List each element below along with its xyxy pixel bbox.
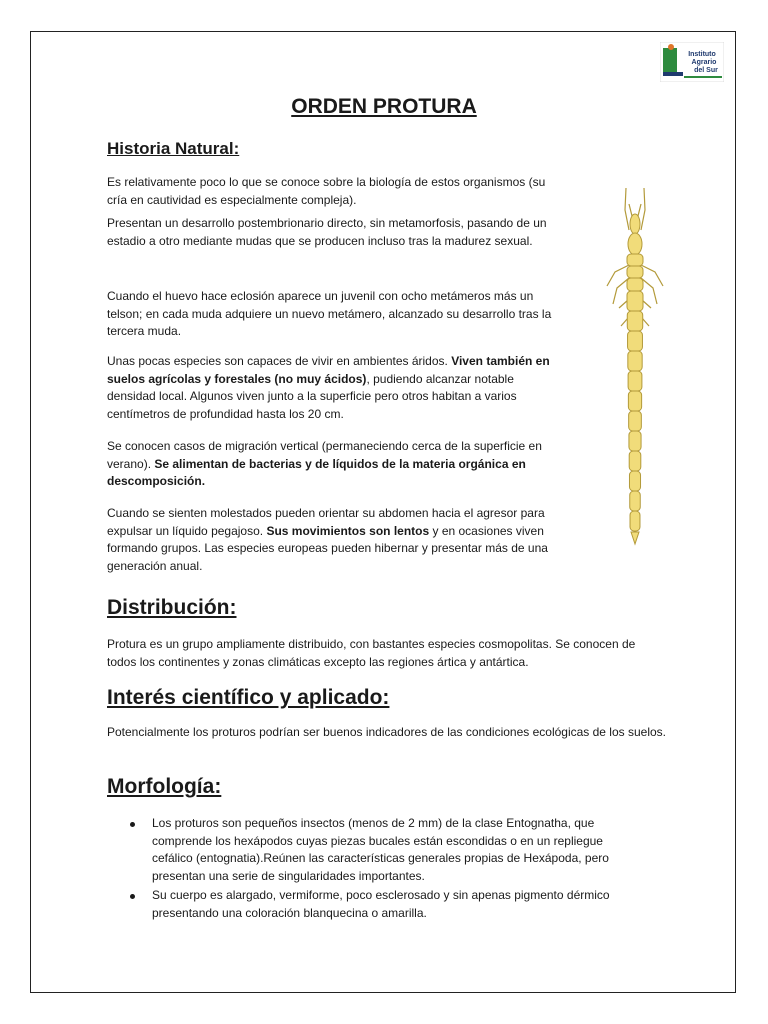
insect-abdomen-segment bbox=[629, 431, 641, 451]
insect-abdomen-segment bbox=[629, 451, 641, 471]
insect-abdomen-segment bbox=[628, 371, 642, 391]
list-item bbox=[126, 887, 646, 922]
logo-green-block bbox=[663, 48, 677, 72]
list-item bbox=[126, 815, 646, 885]
historia-p6-part-a: Cuando se sienten molestados pueden orientar su abdomen hacia el agresor para expulsar un líquido pegajoso. bbox=[107, 506, 545, 538]
morfologia-list bbox=[126, 815, 646, 924]
historia-p4-part-c: , pudiendo alcanzar notable densidad local. Algunos viven junto a la superficie pero otros habitan a varios centímetros de profundidad hasta los 20 cm. bbox=[107, 371, 517, 421]
historia-p4-part-a: Unas pocas especies son capaces de vivir en ambientes áridos. bbox=[107, 354, 452, 368]
interes-paragraph: Potencialmente los proturos podrían ser buenos indicadores de las condiciones ecológicas de los suelos. bbox=[107, 725, 667, 739]
historia-p5-part-a: Se conocen casos de migración vertical (permaneciendo cerca de la superficie en verano). bbox=[107, 439, 542, 471]
logo-underline bbox=[684, 76, 722, 78]
distribucion-paragraph: Protura es un grupo ampliamente distribuido, con bastantes especies cosmopolitas. Se conocen de todos los continentes y zonas climáticas excepto las regiones ártica y antártica. bbox=[107, 637, 636, 669]
historia-paragraph-4 bbox=[107, 353, 557, 423]
morfologia-item-2: Su cuerpo es alargado, vermiforme, poco esclerosado y sin apenas pigmento dérmico presentando una coloración blanquecina o amarilla. bbox=[152, 888, 610, 920]
historia-paragraph-5 bbox=[107, 438, 557, 491]
distribucion-heading: Distribución: bbox=[107, 596, 237, 619]
historia-paragraph-2: Presentan un desarrollo postembrionario directo, sin metamorfosis, pasando de un estadio a otro mediante mudas que se producen incluso tras la madurez sexual. bbox=[107, 216, 547, 248]
insect-abdomen-segment bbox=[628, 351, 642, 371]
logo-navy-bar bbox=[663, 72, 683, 76]
morfologia-heading: Morfología: bbox=[107, 775, 222, 798]
logo-line-3: del Sur bbox=[694, 67, 718, 74]
historia-paragraph-1: Es relativamente poco lo que se conoce sobre la biología de estos organismos (su cría en cautividad es especialmente compleja). bbox=[107, 175, 546, 207]
logo-orange-dot bbox=[668, 44, 674, 50]
insect-abdomen-segment bbox=[629, 471, 640, 491]
morfologia-item-1: Los proturos son pequeños insectos (menos de 2 mm) de la clase Entognatha, que comprende los hexápodos cuyas piezas bucales están escondidas o en un repliegue cefálico (entognatia).Reúnen las características generales propias de Hexápoda, pero presentan una serie de singularidades importantes. bbox=[152, 816, 609, 883]
insect-abdomen-segment bbox=[628, 331, 643, 351]
insect-abdomen-segment bbox=[629, 411, 642, 431]
historia-p6-part-c: y en ocasiones viven formando grupos. Las especies europeas pueden hibernar y presentar más de una generación anual. bbox=[107, 523, 548, 573]
bullet-dot bbox=[130, 894, 135, 899]
historia-p5-bold: Se alimentan de bacterias y de líquidos de la materia orgánica en descomposición. bbox=[107, 456, 526, 488]
interes-heading: Interés científico y aplicado: bbox=[107, 686, 390, 709]
logo-line-2: Agrario bbox=[691, 59, 717, 66]
protura-insect-illustration bbox=[585, 180, 685, 550]
historia-paragraph-3: Cuando el huevo hace eclosión aparece un juvenil con ocho metámeros más un telson; en cada muda adquiere un nuevo metámero, alcanzado su desarrollo tras la tercera muda. bbox=[107, 289, 552, 338]
historia-paragraph-6 bbox=[107, 505, 557, 575]
insect-abdomen bbox=[627, 291, 643, 531]
insect-abdomen-segment bbox=[628, 391, 641, 411]
insect-telson bbox=[631, 532, 639, 544]
insect-abdomen-segment bbox=[627, 311, 642, 331]
insect-abdomen-segment bbox=[630, 511, 640, 531]
historia-p6-bold: Sus movimientos son lentos bbox=[266, 523, 430, 538]
institute-logo bbox=[660, 42, 724, 82]
bullet-dot bbox=[130, 822, 135, 827]
insect-abdomen-segment bbox=[630, 491, 641, 511]
page-title: ORDEN PROTURA bbox=[291, 95, 477, 118]
historia-natural-heading: Historia Natural: bbox=[107, 139, 240, 158]
insect-abdomen-segment bbox=[627, 291, 643, 311]
insect-body bbox=[627, 214, 643, 291]
logo-line-1: Instituto bbox=[688, 51, 716, 58]
historia-p4-bold: Viven también en suelos agrícolas y forestales (no muy ácidos) bbox=[107, 354, 550, 386]
